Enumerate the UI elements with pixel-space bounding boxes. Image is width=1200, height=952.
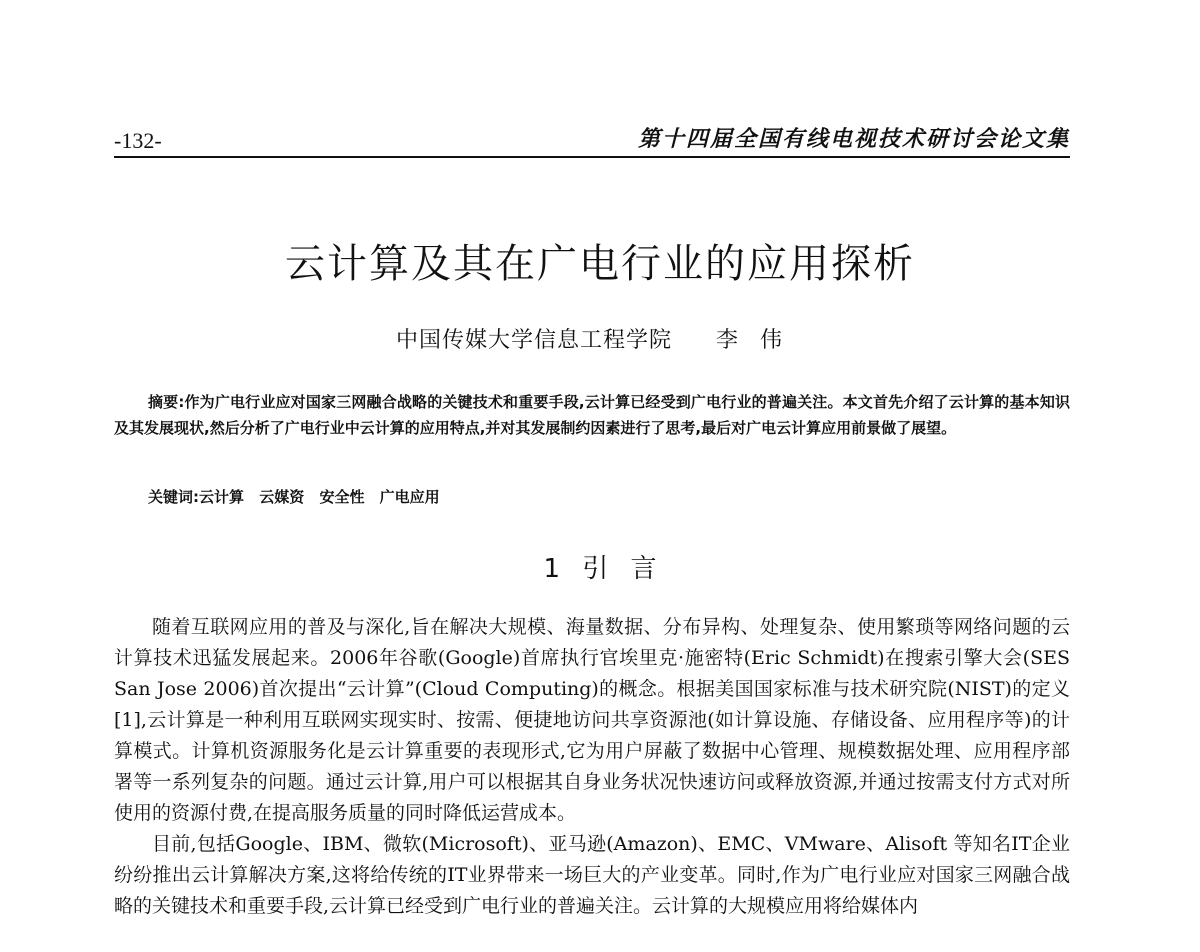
keywords: 关键词:云计算 云媒资 安全性 广电应用 [148, 488, 440, 506]
byline [0, 323, 1200, 354]
article-title: 云计算及其在广电行业的应用探析 [285, 241, 915, 287]
section-heading: 1 引 言 [543, 554, 657, 584]
affiliation: 中国传媒大学信息工程学院 [395, 328, 672, 353]
journal-title: 第十四届全国有线电视技术研讨会论文集 [637, 126, 1070, 152]
paragraph: 随着互联网应用的普及与深化,旨在解决大规模、海量数据、分布异构、处理复杂、使用繁琐等网络问题的云计算技术迅猛发展起来。2006年谷歌(Google)首席执行官埃里克·施密特(Eric Schmidt)在搜索引擎大会(SES San Jose 2006)首次提出“云计算”(Cloud Computing)的概念。根据美国国家标准与技术研究院(NIST)的定义[1],云计算是一种利用互联网实现实时、按需、便捷地访问共享资源池(如计算设施、存储设备、应用程序等)的计算模式。计算机资源服务化是云计算重要的表现形式,它为用户屏蔽了数据中心管理、规模数据处理、应用程序部署等一系列复杂的问题。通过云计算,用户可以根据其自身业务状况快速访问或释放资源,并通过按需支付方式对所使用的资源付费,在提高服务质量的同时降低运营成本。 [114, 616, 1070, 824]
page-number: -132- [114, 128, 162, 153]
paragraph: 目前,包括Google、IBM、微软(Microsoft)、亚马逊(Amazon)、EMC、VMware、Alisoft 等知名IT企业纷纷推出云计算解决方案,这将给传统的IT业界带来一场巨大的产业变革。同时,作为广电行业应对国家三网融合战略的关键技术和重要手段,云计算已经受到广电行业的普遍关注。云计算的大规模应用将给媒体内 [114, 833, 1070, 917]
body-text [114, 612, 1070, 922]
abstract: 摘要:作为广电行业应对国家三网融合战略的关键技术和重要手段,云计算已经受到广电行业的普遍关注。本文首先介绍了云计算的基本知识及其发展现状,然后分析了广电行业中云计算的应用特点,并对其发展制约因素进行了思考,最后对广电云计算应用前景做了展望。 [114, 393, 1070, 437]
author-name: 李伟 [716, 328, 805, 353]
running-header [114, 122, 1070, 158]
